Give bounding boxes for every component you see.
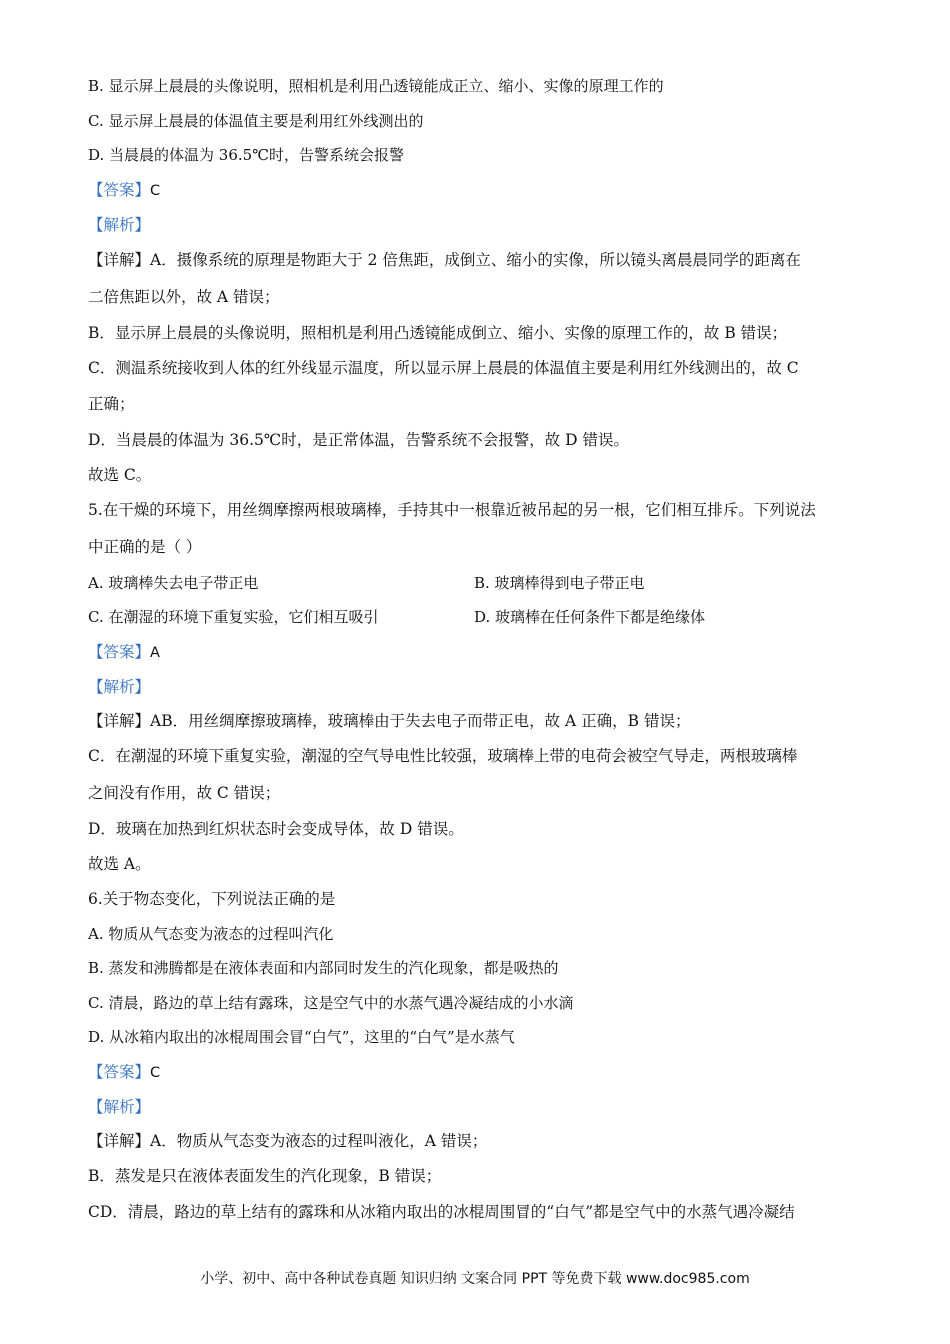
q4-detail-line: 正确； xyxy=(88,395,135,413)
q4-option-d: D. 当晨晨的体温为 36.5℃时，告警系统会报警 xyxy=(88,146,404,164)
answer-tag: 【答案】 xyxy=(88,181,151,199)
q5-detail-line: C．在潮湿的环境下重复实验，潮湿的空气导电性比较强，玻璃棒上带的电荷会被空气导走，两根玻璃棒 xyxy=(88,747,798,765)
q5-option-row xyxy=(88,607,878,627)
detail-text: A．摄像系统的原理是物距大于 2 倍焦距，成倒立、缩小的实像，所以镜头离晨晨同学的距离在 xyxy=(150,251,801,269)
q6-analysis-heading xyxy=(88,1097,878,1117)
analysis-tag: 【解析】 xyxy=(88,678,151,696)
q6-detail-line: B．蒸发是只在液体表面发生的汽化现象，B 错误； xyxy=(88,1167,442,1185)
answer-value: A xyxy=(150,645,160,661)
q5-detail-line: D．玻璃在加热到红炽状态时会变成导体，故 D 错误。 xyxy=(88,820,464,838)
q4-answer xyxy=(88,180,878,201)
q5-stem-line: 中正确的是（ ） xyxy=(88,538,202,556)
q6-option-b: B. 蒸发和沸腾都是在液体表面和内部同时发生的汽化现象，都是吸热的 xyxy=(88,959,559,977)
answer-value: C xyxy=(150,183,161,199)
q4-detail-line: B．显示屏上晨晨的头像说明，照相机是利用凸透镜能成倒立、缩小、实像的原理工作的，故 B 错误； xyxy=(88,324,788,342)
q4-option-b: B. 显示屏上晨晨的头像说明，照相机是利用凸透镜能成正立、缩小、实像的原理工作的 xyxy=(88,77,664,95)
q5-option-b: B. 玻璃棒得到电子带正电 xyxy=(474,574,645,592)
q6-stem: 6.关于物态变化，下列说法正确的是 xyxy=(88,890,336,908)
answer-tag: 【答案】 xyxy=(88,643,151,661)
q4-analysis-heading xyxy=(88,215,878,235)
q4-detail-line: 二倍焦距以外，故 A 错误； xyxy=(88,288,280,306)
q5-option-c: C. 在潮湿的环境下重复实验，它们相互吸引 xyxy=(88,608,379,626)
q5-stem-line: 5.在干燥的环境下，用丝绸摩擦两根玻璃棒，手持其中一根靠近被吊起的另一根，它们相互排斥。下列说法 xyxy=(88,501,816,519)
q6-option-d: D. 从冰箱内取出的冰棍周围会冒“白气”，这里的“白气”是水蒸气 xyxy=(88,1028,515,1046)
q5-option-d: D. 玻璃棒在任何条件下都是绝缘体 xyxy=(474,608,706,626)
analysis-tag: 【解析】 xyxy=(88,1098,151,1116)
q5-detail-line xyxy=(88,711,878,731)
q4-detail-line xyxy=(88,250,878,270)
q6-answer xyxy=(88,1062,878,1083)
q5-option-row xyxy=(88,573,878,593)
q4-option-c: C. 显示屏上晨晨的体温值主要是利用红外线测出的 xyxy=(88,112,424,130)
page-footer: 小学、初中、高中各种试卷真题 知识归纳 文案合同 PPT 等免费下载 www.doc985.com xyxy=(200,1271,750,1287)
q5-answer xyxy=(88,642,878,663)
q5-conclusion: 故选 A。 xyxy=(88,855,151,873)
detail-text: AB．用丝绸摩擦玻璃棒，玻璃棒由于失去电子而带正电，故 A 正确，B 错误； xyxy=(150,712,691,730)
q4-conclusion: 故选 C。 xyxy=(88,466,152,484)
detail-tag: 【详解】 xyxy=(88,1132,151,1150)
detail-tag: 【详解】 xyxy=(88,251,151,269)
q4-detail-line: C．测温系统接收到人体的红外线显示温度，所以显示屏上晨晨的体温值主要是利用红外线测出的，故 C xyxy=(88,359,799,377)
detail-text: A．物质从气态变为液态的过程叫液化，A 错误； xyxy=(150,1132,488,1150)
q5-analysis-heading xyxy=(88,677,878,697)
q6-detail-line xyxy=(88,1131,878,1151)
q4-detail-line: D．当晨晨的体温为 36.5℃时，是正常体温，告警系统不会报警，故 D 错误。 xyxy=(88,431,629,449)
q6-detail-line: CD．清晨，路边的草上结有的露珠和从冰箱内取出的冰棍周围冒的“白气”都是空气中的水蒸气遇冷凝结 xyxy=(88,1203,795,1221)
analysis-tag: 【解析】 xyxy=(88,216,151,234)
detail-tag: 【详解】 xyxy=(88,712,151,730)
answer-tag: 【答案】 xyxy=(88,1063,151,1081)
q6-option-c: C. 清晨，路边的草上结有露珠，这是空气中的水蒸气遇冷凝结成的小水滴 xyxy=(88,994,574,1012)
answer-value: C xyxy=(150,1065,161,1081)
q5-option-a: A. 玻璃棒失去电子带正电 xyxy=(88,574,259,592)
q5-detail-line: 之间没有作用，故 C 错误； xyxy=(88,784,281,802)
q6-option-a: A. 物质从气态变为液态的过程叫汽化 xyxy=(88,925,334,943)
